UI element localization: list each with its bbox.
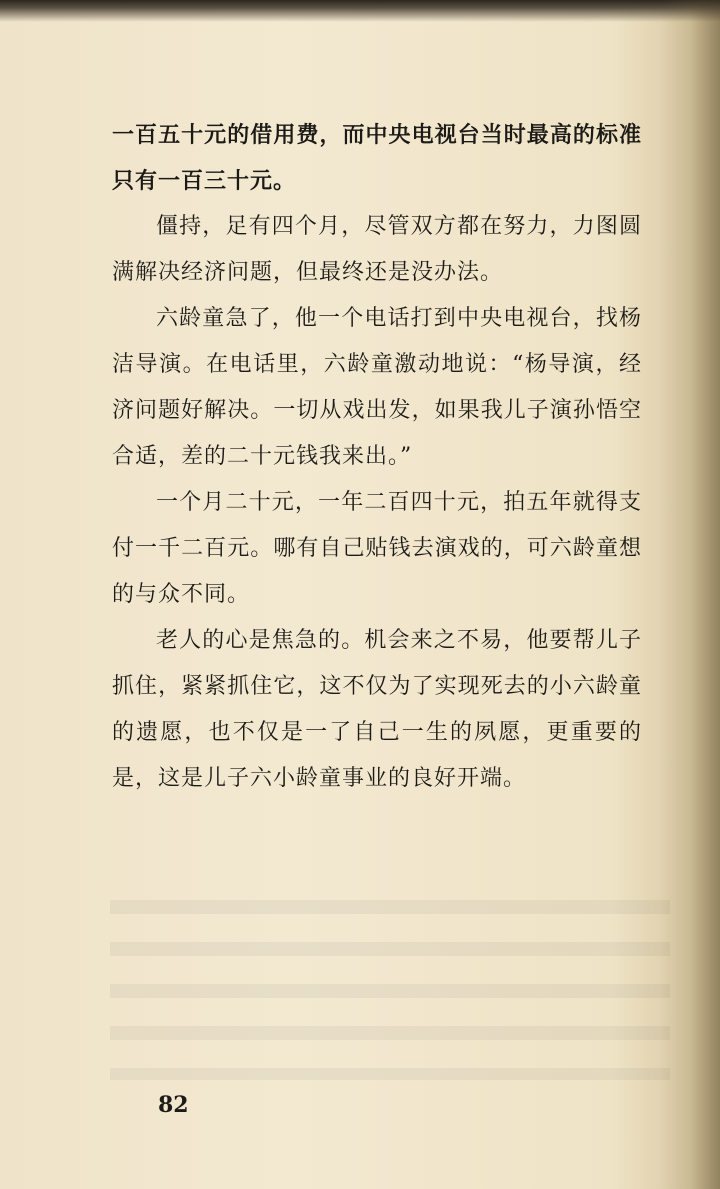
paragraph-2: 僵持，足有四个月，尽管双方都在努力，力图圆满解决经济问题，但最终还是没办法。 <box>112 214 642 285</box>
paragraph-1: 一百五十元的借用费，而中央电视台当时最高的标准只有一百三十元。 <box>112 122 642 194</box>
paragraph-3: 六龄童急了，他一个电话打到中央电视台，找杨洁导演。在电话里，六龄童激动地说：“杨导演，经济问题好解决。一切从戏出发，如果我儿子演孙悟空合适，差的二十元钱我来出。” <box>112 306 642 469</box>
paragraph-4: 一个月二十元，一年二百四十元，拍五年就得支付一千二百元。哪有自己贴钱去演戏的，可六龄童想的与众不同。 <box>112 490 642 607</box>
body-text <box>112 112 642 802</box>
top-shadow <box>0 0 720 22</box>
show-through-bleed <box>110 900 670 1080</box>
paragraph-5: 老人的心是焦急的。机会来之不易，他要帮儿子抓住，紧紧抓住它，这不仅为了实现死去的小六龄童的遗愿，也不仅是一了自己一生的夙愿，更重要的是，这是儿子六小龄童事业的良好开端。 <box>112 628 642 791</box>
page-number: 82 <box>158 1092 189 1118</box>
